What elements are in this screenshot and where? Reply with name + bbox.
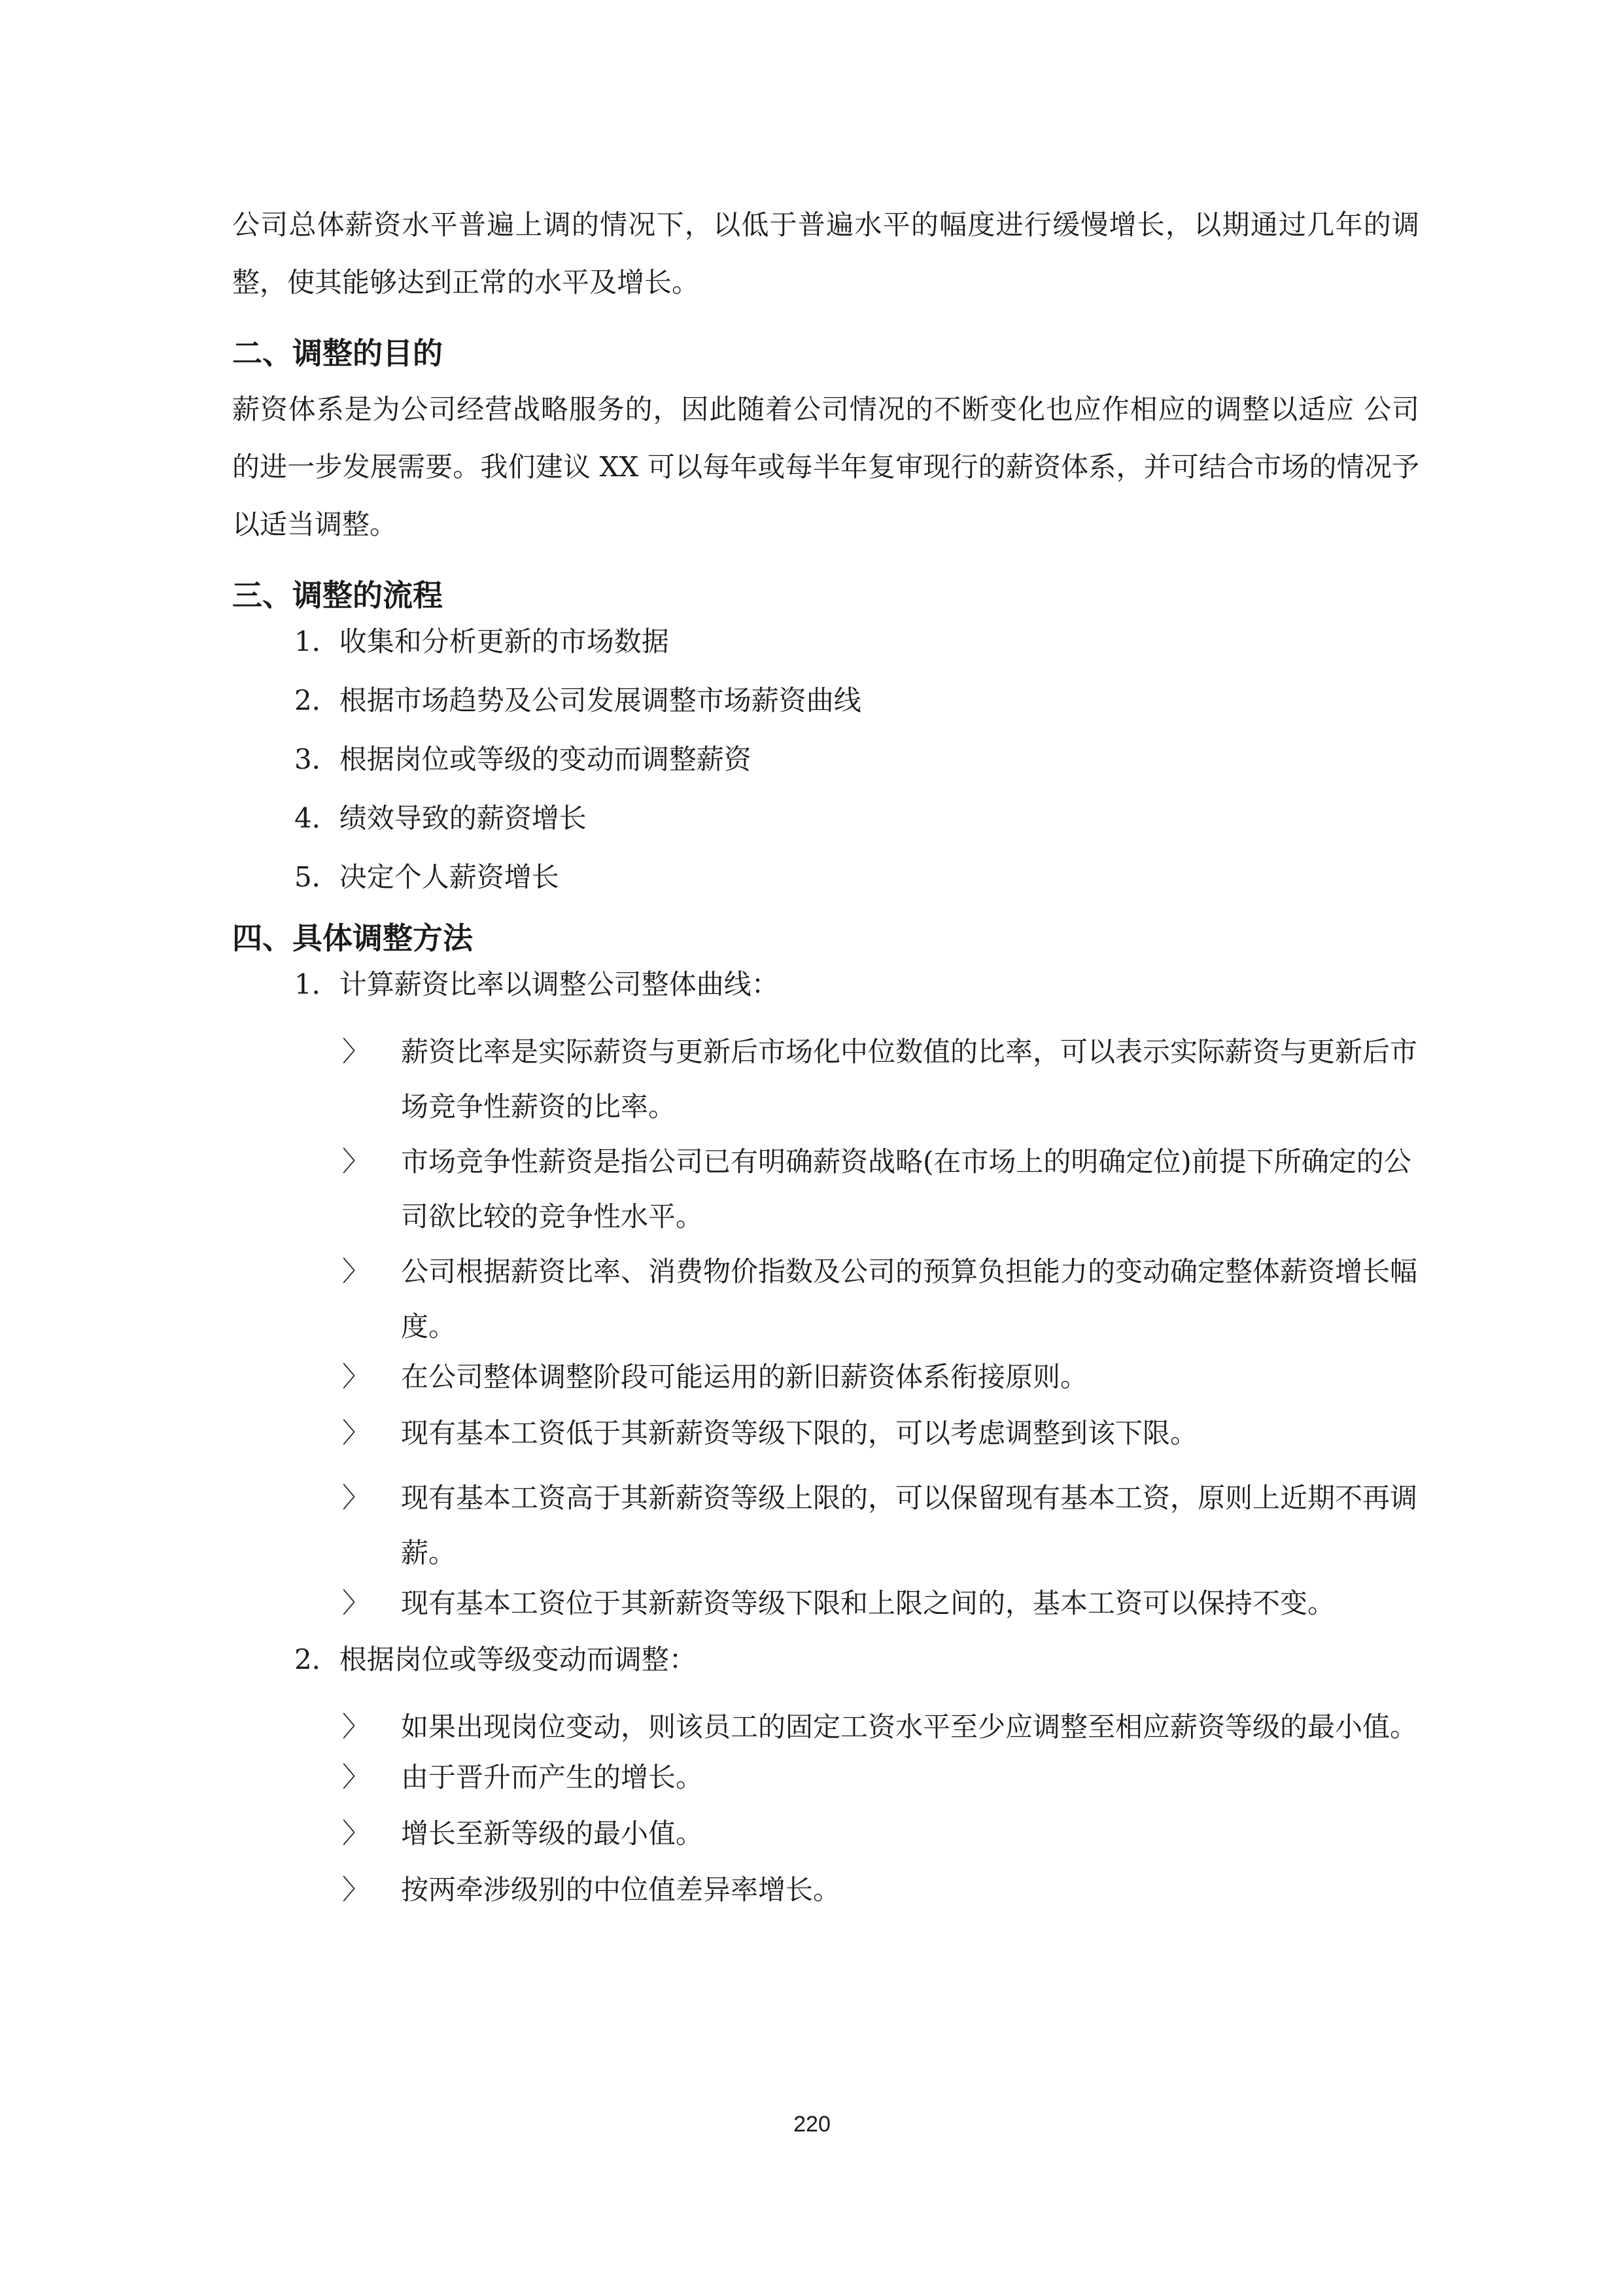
- method-bullet: [232, 1134, 1419, 1244]
- section-heading-purpose: 二、调整的目的: [232, 336, 443, 371]
- method-bullet: [232, 1358, 1419, 1396]
- method-group-label: 2．根据岗位或等级变动而调整：: [294, 1643, 697, 1675]
- bullet-text: 现有基本工资位于其新薪资等级下限和上限之间的，基本工资可以保持不变。: [401, 1587, 1336, 1619]
- bullet-text: 现有基本工资高于其新薪资等级上限的，可以保留现有基本工资，原则上近期不再调薪。: [401, 1482, 1418, 1569]
- method-bullet: [232, 1244, 1419, 1354]
- intro-paragraph: 公司总体薪资水平普遍上调的情况下，以低于普遍水平的幅度进行缓慢增长，以期通过几年的调整，使其能够达到正常的水平及增长。: [232, 209, 1419, 298]
- bullet-text: 在公司整体调整阶段可能运用的新旧薪资体系衔接原则。: [401, 1361, 1088, 1393]
- bullet-text: 市场竞争性薪资是指公司已有明确薪资战略(在市场上的明确定位)前提下所确定的公司欲比较的竞争性水平。: [401, 1146, 1411, 1233]
- bullet-mark: 〉: [342, 1255, 370, 1288]
- bullet-text: 薪资比率是实际薪资与更新后市场化中位数值的比率，可以表示实际薪资与更新后市场竞争性薪资的比率。: [401, 1036, 1418, 1123]
- process-steps: [232, 623, 1419, 896]
- process-step: 3．根据岗位或等级的变动而调整薪资: [294, 743, 752, 775]
- bullet-mark: 〉: [342, 1817, 370, 1849]
- bullet-mark: 〉: [342, 1482, 370, 1514]
- method-bullet: [232, 1815, 1419, 1853]
- bullet-mark: 〉: [342, 1361, 370, 1393]
- bullet-text: 增长至新等级的最小值。: [401, 1817, 704, 1849]
- process-step: 5．决定个人薪资增长: [294, 861, 559, 893]
- section-heading-process: 三、调整的流程: [232, 578, 443, 613]
- purpose-paragraph: 薪资体系是为公司经营战略服务的，因此随着公司情况的不断变化也应作相应的调整以适应 公司的进一步发展需要。我们建议 XX 可以每年或每半年复审现行的薪资体系，并可结合市场的情况予以适当调整。: [232, 393, 1419, 540]
- bullet-mark: 〉: [342, 1146, 370, 1178]
- method-group-label: 1．计算薪资比率以调整公司整体曲线：: [294, 968, 779, 1000]
- bullet-mark: 〉: [342, 1874, 370, 1906]
- bullet-text: 如果出现岗位变动，则该员工的固定工资水平至少应调整至相应薪资等级的最小值。: [401, 1711, 1418, 1743]
- process-step: 4．绩效导致的薪资增长: [294, 802, 587, 834]
- bullet-mark: 〉: [342, 1587, 370, 1619]
- bullet-mark: 〉: [342, 1417, 370, 1449]
- method-bullet: [232, 1700, 1419, 1755]
- method-bullet: [232, 1585, 1419, 1622]
- method-bullet-list: [232, 1025, 1419, 1622]
- bullet-text: 由于晋升而产生的增长。: [401, 1761, 704, 1793]
- section-heading-methods: 四、具体调整方法: [232, 920, 473, 956]
- method-bullet: [232, 1759, 1419, 1796]
- method-bullet: [232, 1414, 1419, 1452]
- process-step: 1．收集和分析更新的市场数据: [294, 625, 669, 657]
- bullet-text: 公司根据薪资比率、消费物价指数及公司的预算负担能力的变动确定整体薪资增长幅度。: [401, 1255, 1418, 1342]
- bullet-mark: 〉: [342, 1761, 370, 1793]
- method-bullet: [232, 1025, 1419, 1134]
- method-bullet-list: [232, 1700, 1419, 1909]
- bullet-mark: 〉: [342, 1711, 370, 1743]
- bullet-mark: 〉: [342, 1036, 370, 1068]
- method-bullet: [232, 1471, 1419, 1581]
- page-content: [232, 196, 1419, 1927]
- page-number: 220: [793, 2112, 831, 2137]
- bullet-text: 按两牵涉级别的中位值差异率增长。: [401, 1874, 841, 1906]
- method-bullet: [232, 1871, 1419, 1909]
- bullet-text: 现有基本工资低于其新薪资等级下限的，可以考虑调整到该下限。: [401, 1417, 1198, 1449]
- process-step: 2．根据市场趋势及公司发展调整市场薪资曲线: [294, 684, 861, 716]
